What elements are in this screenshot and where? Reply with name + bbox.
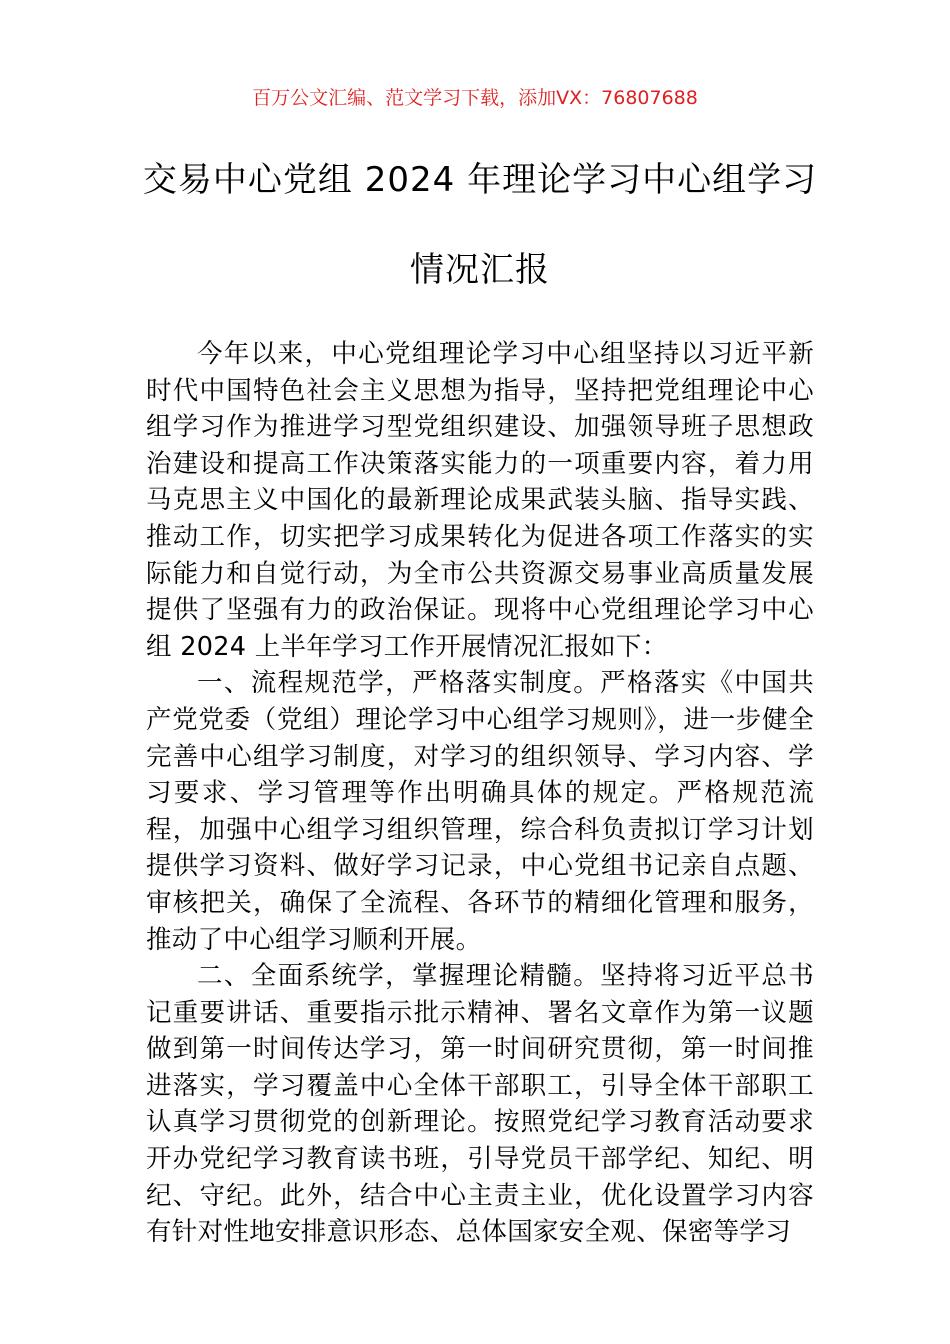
document-title-line-1: 交易中心党组 2024 年理论学习中心组学习 xyxy=(142,160,818,200)
paragraph-section-2: 二、全面系统学，掌握理论精髓。坚持将习近平总书记重要讲话、重要指示批示精神、署名文章作为第一议题做到第一时间传达学习，第一时间研究贯彻，第一时间推进落实，学习覆盖中心全体干部职工，引导全体干部职工认真学习贯彻党的创新理论。按照党纪学习教育活动要求开办党纪学习教育读书班，引导党员干部学纪、知纪、明纪、守纪。此外，结合中心主责主业，优化设置学习内容有针对性地安排意识形态、总体国家安全观、保密等学习 xyxy=(146,961,814,1248)
paragraph-section-1: 一、流程规范学，严格落实制度。严格落实《中国共产党党委（党组）理论学习中心组学习规则》，进一步健全完善中心组学习制度，对学习的组织领导、学习内容、学习要求、学习管理等作出明确具体的规定。严格规范流程，加强中心组学习组织管理，综合科负责拟订学习计划提供学习资料、做好学习记录，中心党组书记亲自点题、审核把关，确保了全流程、各环节的精细化管理和服务，推动了中心组学习顺利开展。 xyxy=(146,668,814,955)
document-title-line-2: 情况汇报 xyxy=(410,250,550,290)
watermark-header: 百万公文汇编、范文学习下载，添加VX：76807688 xyxy=(252,87,698,109)
document-body xyxy=(146,336,814,1251)
paragraph-intro: 今年以来，中心党组理论学习中心组坚持以习近平新时代中国特色社会主义思想为指导，坚持把党组理论中心组学习作为推进学习型党组织建设、加强领导班子思想政治建设和提高工作决策落实能力的一项重要内容，着力用马克思主义中国化的最新理论成果武装头脑、指导实践、推动工作，切实把学习成果转化为促进各项工作落实的实际能力和自觉行动，为全市公共资源交易事业高质量发展提供了坚强有力的政治保证。现将中心党组理论学习中心组 2024 上半年学习工作开展情况汇报如下： xyxy=(146,339,814,662)
